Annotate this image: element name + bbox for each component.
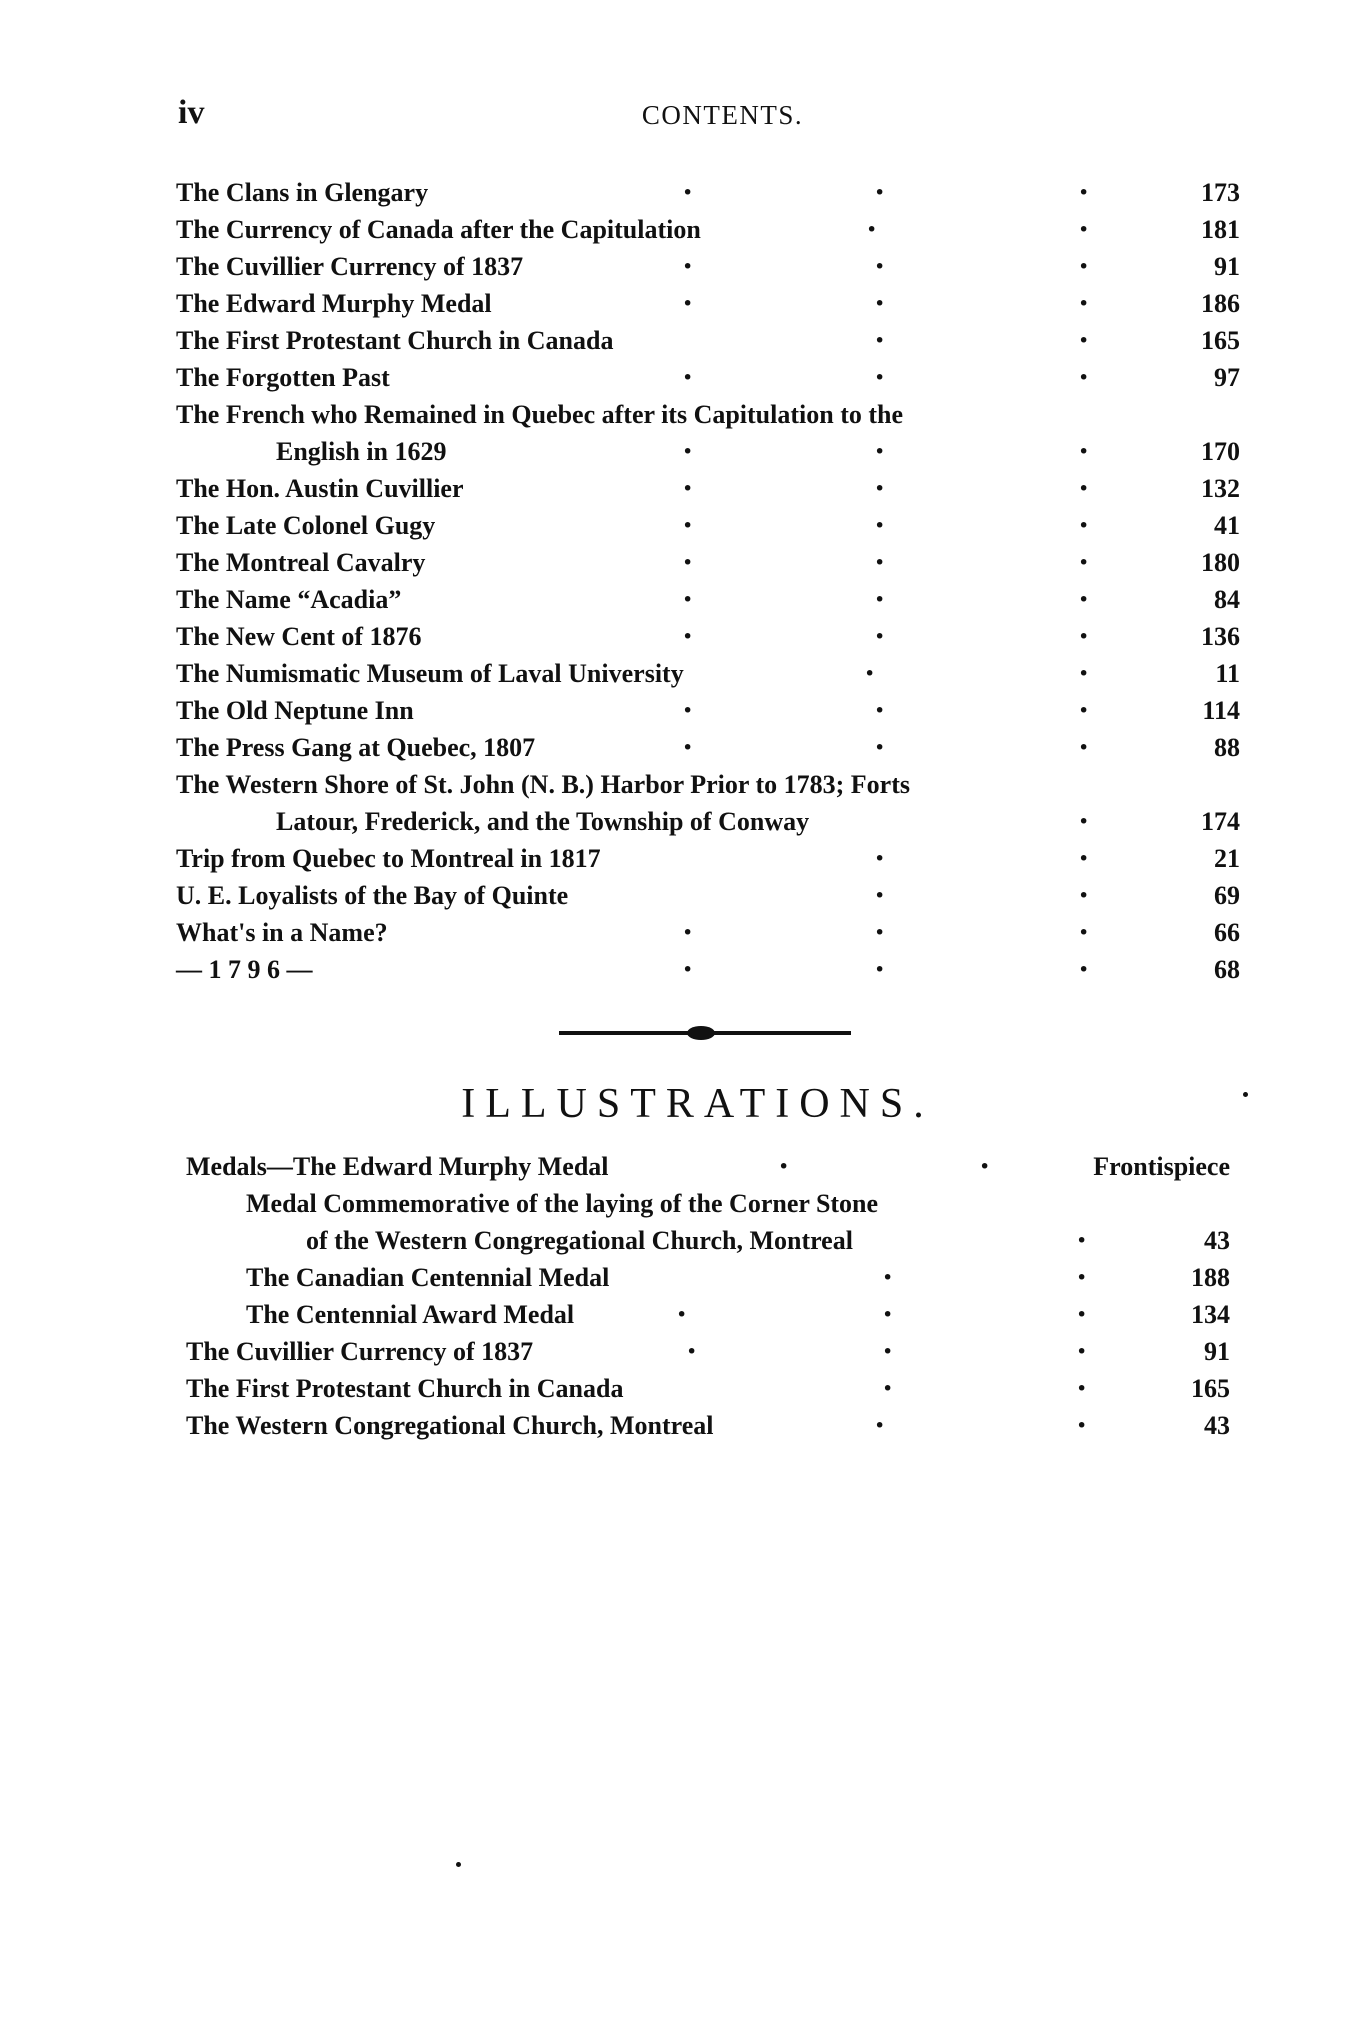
leader-dot	[874, 174, 884, 213]
leader-dot	[882, 1370, 892, 1409]
leader-dot	[682, 359, 692, 398]
illustration-entry-title: The Canadian Centennial Medal	[246, 1263, 610, 1292]
toc-entry-page: 21	[1214, 844, 1240, 873]
illustration-entry	[186, 1296, 1230, 1333]
toc-entry-title: The Western Shore of St. John (N. B.) Harbor Prior to 1783; Forts	[176, 770, 910, 799]
page-number: iv	[178, 94, 205, 131]
toc-entry-title: The Forgotten Past	[176, 363, 390, 392]
leader-dot	[874, 914, 884, 953]
toc-entry-title: — 1 7 9 6 —	[176, 955, 313, 984]
toc-entry-title: The Name “Acadia”	[176, 585, 402, 614]
toc-entry	[176, 877, 1240, 914]
leader-dot	[1076, 1333, 1086, 1372]
leader-dot	[778, 1148, 788, 1187]
print-speck	[456, 1862, 461, 1867]
leader-dot	[1078, 507, 1088, 546]
toc-entry-page: 97	[1214, 363, 1240, 392]
leader-dot	[874, 877, 884, 916]
toc-entry	[176, 581, 1240, 618]
leader-dot	[1078, 951, 1088, 990]
toc-entry	[176, 914, 1240, 951]
leader-dot	[874, 729, 884, 768]
leader-dot	[866, 211, 876, 250]
leader-dot	[682, 914, 692, 953]
toc-entry-page: 165	[1201, 326, 1240, 355]
leader-dot	[1078, 692, 1088, 731]
toc-entry	[176, 544, 1240, 581]
illustration-entry-title: The Western Congregational Church, Montreal	[186, 1411, 714, 1440]
toc-entry-title: The First Protestant Church in Canada	[176, 326, 614, 355]
print-speck	[1243, 1092, 1248, 1097]
toc-entry	[176, 951, 1240, 988]
toc-entry	[176, 322, 1240, 359]
illustration-entry-page: 43	[1204, 1411, 1230, 1440]
toc-entry	[176, 285, 1240, 322]
toc-entry-title: The Old Neptune Inn	[176, 696, 414, 725]
illustration-entry	[186, 1148, 1230, 1185]
leader-dot	[882, 1333, 892, 1372]
illustration-entry	[186, 1370, 1230, 1407]
leader-dot	[682, 729, 692, 768]
leader-dot	[1076, 1296, 1086, 1335]
leader-dot	[874, 951, 884, 990]
toc-entry-continued	[176, 433, 1240, 470]
toc-entry-page: 170	[1201, 437, 1240, 466]
toc-entry-title: The Hon. Austin Cuvillier	[176, 474, 464, 503]
toc-entry	[176, 470, 1240, 507]
leader-dot	[1078, 655, 1088, 694]
ornamental-rule	[559, 1031, 851, 1035]
toc-entry-page: 88	[1214, 733, 1240, 762]
toc-entry	[176, 174, 1240, 211]
leader-dot	[1078, 877, 1088, 916]
illustration-entry-title: The Cuvillier Currency of 1837	[186, 1337, 534, 1366]
illustration-entry	[186, 1259, 1230, 1296]
toc-entry-title: Trip from Quebec to Montreal in 1817	[176, 844, 601, 873]
toc-entry-continued	[176, 803, 1240, 840]
toc-entry-page: 132	[1201, 474, 1240, 503]
toc-entry	[176, 840, 1240, 877]
illustration-entry	[186, 1333, 1230, 1370]
illustration-entry-title: Medal Commemorative of the laying of the Corner Stone	[246, 1189, 879, 1218]
illustrations-heading: ILLUSTRATIONS.	[461, 1081, 934, 1127]
leader-dot	[882, 1296, 892, 1335]
illustration-entry-title: Medals—The Edward Murphy Medal	[186, 1152, 609, 1181]
illustrations-list	[186, 1148, 1230, 1444]
leader-dot	[874, 581, 884, 620]
leader-dot	[874, 470, 884, 509]
leader-dot	[874, 285, 884, 324]
toc-entry-title: The French who Remained in Quebec after its Capitulation to the	[176, 400, 904, 429]
toc-entry-title: The Montreal Cavalry	[176, 548, 426, 577]
leader-dot	[682, 433, 692, 472]
leader-dot	[1076, 1407, 1086, 1446]
leader-dot	[979, 1148, 989, 1187]
illustration-entry-page: 188	[1191, 1263, 1230, 1292]
illustration-entry-title: of the Western Congregational Church, Montreal	[306, 1226, 853, 1255]
toc-entry-title: English in 1629	[276, 437, 447, 466]
toc-entry-title: The Clans in Glengary	[176, 178, 429, 207]
illustration-entry-page: Frontispiece	[1093, 1152, 1230, 1181]
leader-dot	[676, 1296, 686, 1335]
toc-entry	[176, 766, 1240, 803]
leader-dot	[874, 692, 884, 731]
rule-ornament	[687, 1026, 715, 1040]
toc-entry	[176, 692, 1240, 729]
toc-entry-title: The Press Gang at Quebec, 1807	[176, 733, 536, 762]
leader-dot	[682, 470, 692, 509]
leader-dot	[864, 655, 874, 694]
leader-dot	[1078, 322, 1088, 361]
leader-dot	[1076, 1259, 1086, 1298]
toc-entry-page: 66	[1214, 918, 1240, 947]
leader-dot	[1078, 840, 1088, 879]
leader-dot	[1078, 433, 1088, 472]
toc-entry-title: What's in a Name?	[176, 918, 388, 947]
leader-dot	[874, 507, 884, 546]
toc-entry	[176, 618, 1240, 655]
toc-entry-page: 11	[1215, 659, 1240, 688]
toc-entry-title: The Currency of Canada after the Capitulation	[176, 215, 701, 244]
toc-entry-title: The New Cent of 1876	[176, 622, 422, 651]
contents-list	[176, 174, 1240, 988]
toc-entry	[176, 729, 1240, 766]
leader-dot	[1078, 581, 1088, 620]
toc-entry-page: 186	[1201, 289, 1240, 318]
toc-entry-page: 41	[1214, 511, 1240, 540]
leader-dot	[686, 1333, 696, 1372]
toc-entry-page: 181	[1201, 215, 1240, 244]
illustration-entry-page: 91	[1204, 1337, 1230, 1366]
toc-entry-title: The Edward Murphy Medal	[176, 289, 492, 318]
toc-entry	[176, 655, 1240, 692]
toc-entry-page: 174	[1201, 807, 1240, 836]
leader-dot	[874, 544, 884, 583]
running-head-title: CONTENTS.	[641, 100, 804, 130]
leader-dot	[1078, 803, 1088, 842]
toc-entry-page: 180	[1201, 548, 1240, 577]
toc-entry-title: U. E. Loyalists of the Bay of Quinte	[176, 881, 569, 910]
leader-dot	[682, 951, 692, 990]
leader-dot	[874, 248, 884, 287]
leader-dot	[1076, 1370, 1086, 1409]
illustration-entry	[186, 1185, 1230, 1222]
leader-dot	[1078, 285, 1088, 324]
toc-entry-title: Latour, Frederick, and the Township of Conway	[276, 807, 810, 836]
illustration-entry-page: 43	[1204, 1226, 1230, 1255]
illustration-entry-title: The First Protestant Church in Canada	[186, 1374, 624, 1403]
leader-dot	[1078, 729, 1088, 768]
toc-entry-title: The Late Colonel Gugy	[176, 511, 436, 540]
leader-dot	[682, 174, 692, 213]
leader-dot	[1076, 1222, 1086, 1261]
leader-dot	[1078, 248, 1088, 287]
leader-dot	[1078, 914, 1088, 953]
leader-dot	[682, 581, 692, 620]
leader-dot	[682, 692, 692, 731]
toc-entry-page: 84	[1214, 585, 1240, 614]
toc-entry-title: The Numismatic Museum of Laval University	[176, 659, 684, 688]
leader-dot	[874, 433, 884, 472]
leader-dot	[1078, 359, 1088, 398]
toc-entry-page: 173	[1201, 178, 1240, 207]
leader-dot	[1078, 544, 1088, 583]
leader-dot	[682, 285, 692, 324]
toc-entry	[176, 396, 1240, 433]
toc-entry	[176, 248, 1240, 285]
toc-entry-page: 91	[1214, 252, 1240, 281]
leader-dot	[1078, 470, 1088, 509]
toc-entry-page: 136	[1201, 622, 1240, 651]
toc-entry-page: 114	[1202, 696, 1240, 725]
toc-entry	[176, 211, 1240, 248]
illustration-entry-continued	[186, 1222, 1230, 1259]
leader-dot	[1078, 618, 1088, 657]
leader-dot	[682, 544, 692, 583]
toc-entry	[176, 507, 1240, 544]
leader-dot	[882, 1259, 892, 1298]
illustration-entry-page: 134	[1191, 1300, 1230, 1329]
toc-entry-page: 69	[1214, 881, 1240, 910]
illustration-entry	[186, 1407, 1230, 1444]
illustration-entry-title: The Centennial Award Medal	[246, 1300, 575, 1329]
toc-entry-page: 68	[1214, 955, 1240, 984]
toc-entry-title: The Cuvillier Currency of 1837	[176, 252, 524, 281]
leader-dot	[874, 359, 884, 398]
leader-dot	[682, 248, 692, 287]
leader-dot	[682, 507, 692, 546]
leader-dot	[1078, 211, 1088, 250]
toc-entry	[176, 359, 1240, 396]
leader-dot	[874, 618, 884, 657]
illustration-entry-page: 165	[1191, 1374, 1230, 1403]
leader-dot	[874, 322, 884, 361]
leader-dot	[682, 618, 692, 657]
leader-dot	[874, 1407, 884, 1446]
leader-dot	[874, 840, 884, 879]
leader-dot	[1078, 174, 1088, 213]
